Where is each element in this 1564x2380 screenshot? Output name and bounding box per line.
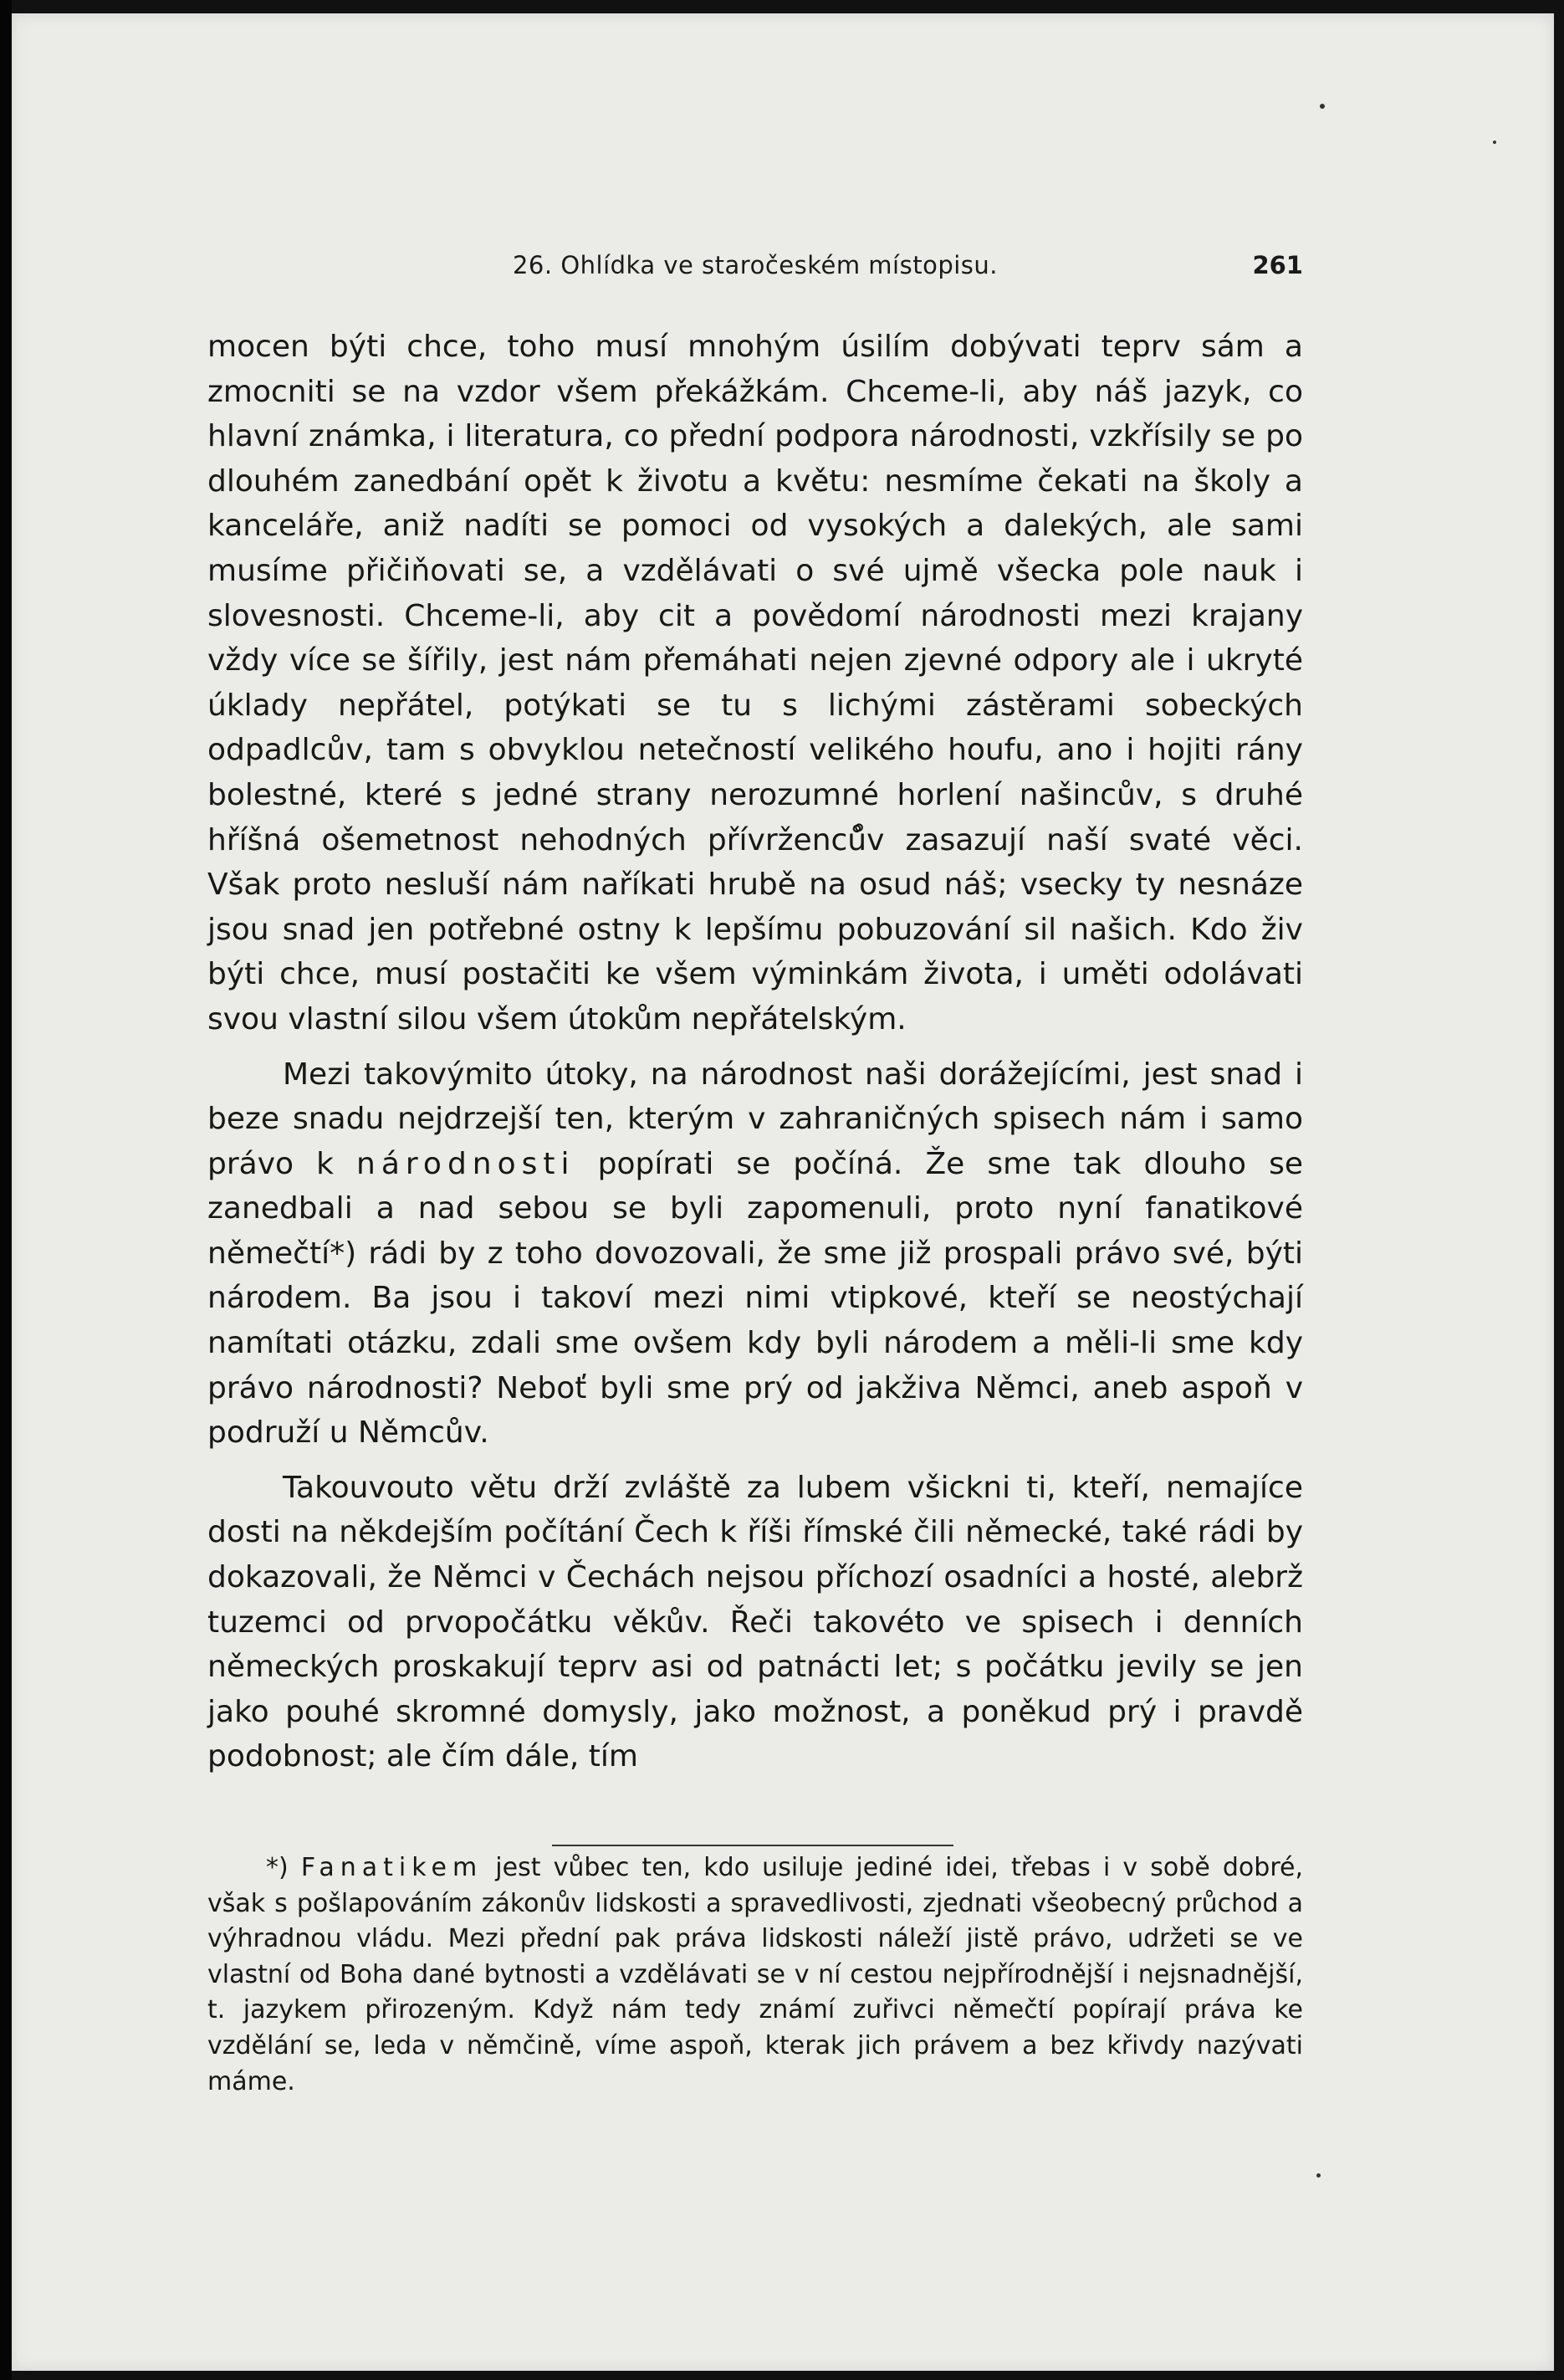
running-title: 26. Ohlídka ve staročeském místopisu. [512,251,998,279]
paper-speck [1320,104,1325,109]
paper-speck [1493,141,1496,144]
paragraph-1 [207,325,1303,1042]
paragraph-2-text-b: popírati se počíná. Že sme tak dlouho se zanedbali a nad sebou se byli zapomenuli, proto nyní fanatikové němečtí*) rádi by z toho dovozovali, že sme již prospali právo své, býti národem. Ba jsou i takoví mezi nimi vtipkové, kteří se neostýchají namítati otázku, zdali sme ovšem kdy byli národem a měli-li sme kdy právo národnosti? Neboť byli sme prý od jakživa Němci, aneb aspoň v podruží u Němcův. [207,1146,1303,1451]
footnote-paragraph [207,1850,1303,2100]
paper-speck [1316,2173,1321,2178]
book-spine-shadow [0,0,12,2380]
page-header [207,251,1303,293]
paragraph-3-text: Takouvouto větu drží zvláště za lubem všickni ti, kteří, nemajíce dosti na někdejším počítání Čech k říši římské čili německé, také rádi by dokazovali, že Němci v Čechách nejsou příchozí osadníci a hosté, alebrž tuzemci od prvopočátku věkův. Řeči takovéto ve spisech i denních německých proskakují teprv asi od patnácti let; s počátku jevily se jen jako pouhé skromné domysly, jako možnost, a poněkud prý i pravdě podobnost; ale čím dále, tím [207,1470,1303,1774]
paragraph-3 [207,1466,1303,1779]
emphasized-word: národnosti [356,1146,575,1181]
footnote [207,1850,1303,2100]
footnote-divider [552,1845,953,1846]
footnote-term: Fanatikem [300,1853,483,1882]
paragraph-2-text-a: Mezi takovýmito útoky, na národnost naši dorážejícími, jest snad i beze snadu nejdrzejší ten, kterým v zahraničných spisech nám i samo právo k [207,1057,1303,1181]
footnote-marker: *) [266,1853,301,1882]
page-number: 261 [1252,251,1303,279]
body-text [207,325,1303,1789]
footnote-text: jest vůbec ten, kdo usiluje jediné idei, třebas i v sobě dobré, však s pošlapováním zákonův lidskosti a spravedlivosti, zjednati všeobecný průchod a výhradnou vládu. Mezi přední pak práva lidskosti náleží jistě právo, udržeti se ve vlastní od Boha dané bytnosti a vzdělávati se v ní cestou nejpřírodnější i nejsnadnější, t. jazykem přirozeným. Když nám tedy známí zuřivci němečtí popírají práva ke vzdělání se, leda v němčině, víme aspoň, kterak jich právem a bez křivdy nazývati máme. [207,1853,1303,2096]
paragraph-1-text: mocen býti chce, toho musí mnohým úsilím dobývati teprv sám a zmocniti se na vzdor všem překážkám. Chceme-li, aby náš jazyk, co hlavní známka, i literatura, co přední podpora národnosti, vzkřísily se po dlouhém zanedbání opět k životu a květu: nesmíme čekati na školy a kanceláře, aniž nadíti se pomoci od vysokých a dalekých, ale sami musíme přičiňovati se, a vzdělávati o své ujmě všecka pole nauk i slovesnosti. Chceme-li, aby cit a povědomí národnosti mezi krajany vždy více se šířily, jest nám přemáhati nejen zjevné odpory ale i ukryté úklady nepřátel, potýkati se tu s lichými zástěrami sobeckých odpadlcův, tam s obvyklou netečností velikého houfu, ano i hojiti rány bolestné, které s jedné strany nerozumné horlení našincův, s druhé hříšná ošemetnost nehodných přívrženců̊v zasazují naší svaté věci. Však proto nesluší nám naříkati hrubě na osud náš; vsecky ty nesnáze jsou snad jen potřebné ostny k lepšímu pobuzování sil našich. Kdo živ býti chce, musí postačiti ke všem výminkám života, i uměti odolávati svou vlastní silou všem útokům nepřátelským. [207,330,1303,1036]
paragraph-2 [207,1052,1303,1456]
